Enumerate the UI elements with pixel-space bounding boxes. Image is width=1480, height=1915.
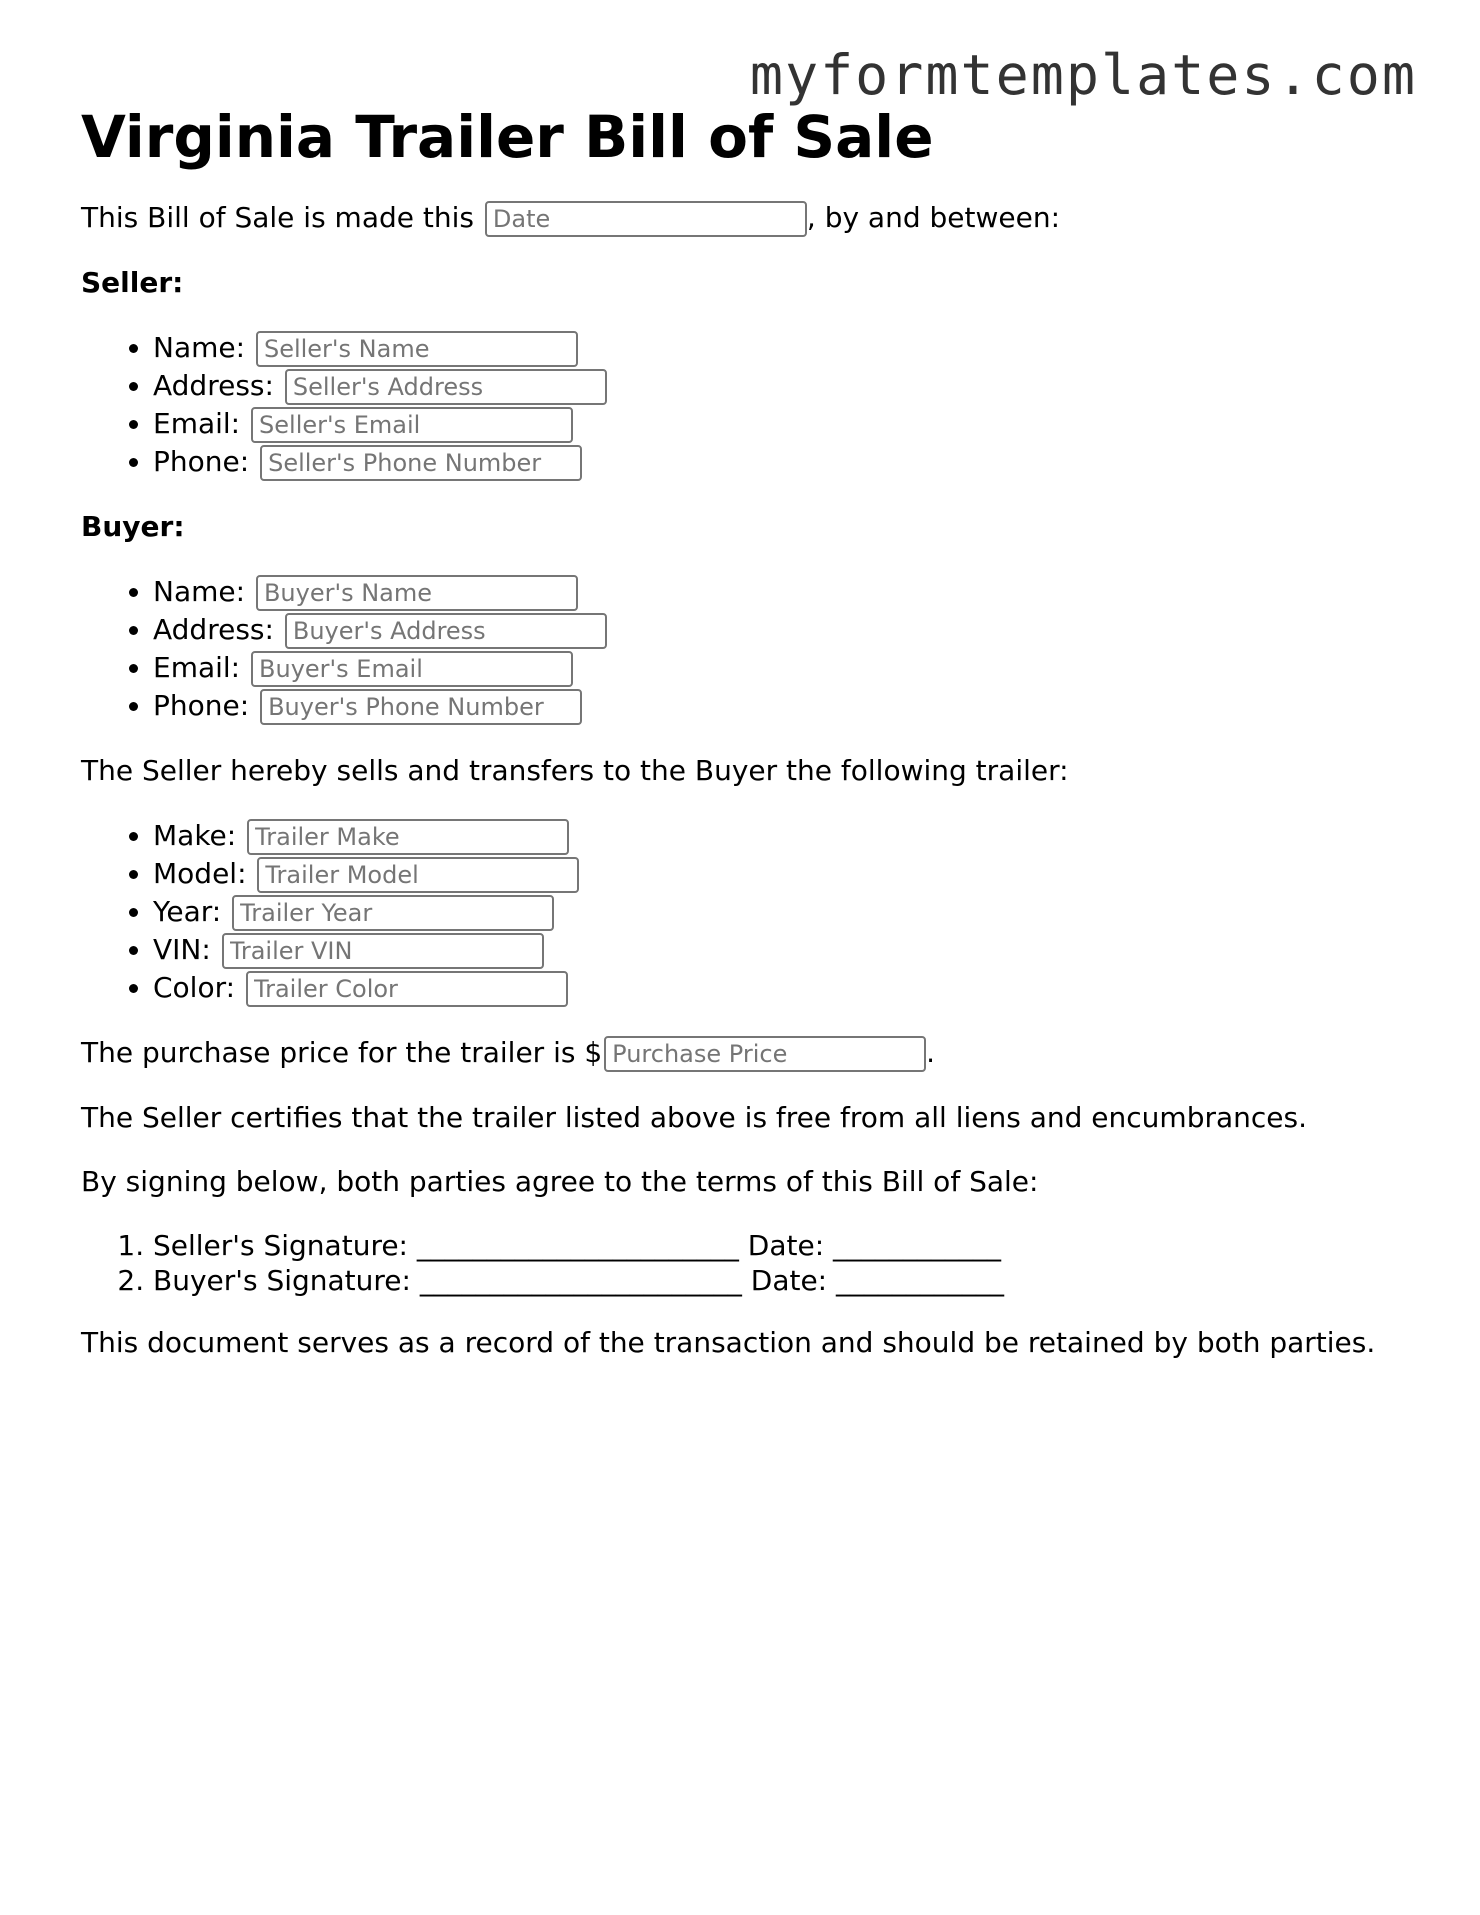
seller-address-input[interactable]	[285, 369, 607, 405]
seller-phone-label: Phone:	[153, 445, 250, 478]
buyer-name-item	[153, 573, 1401, 611]
seller-email-item	[153, 405, 1401, 443]
trailer-year-label: Year:	[153, 895, 222, 928]
trailer-color-item	[153, 969, 1401, 1007]
signature-list	[81, 1228, 1401, 1298]
buyer-address-input[interactable]	[285, 613, 607, 649]
trailer-make-item	[153, 817, 1401, 855]
seller-name-label: Name:	[153, 331, 246, 364]
buyer-address-label: Address:	[153, 613, 274, 646]
seller-address-label: Address:	[153, 369, 274, 402]
trailer-vin-item	[153, 931, 1401, 969]
trailer-model-label: Model:	[153, 857, 247, 890]
trailer-vin-label: VIN:	[153, 933, 211, 966]
buyer-signature-line: 2. Buyer's Signature: _______________________ Date: ____________	[153, 1263, 1401, 1298]
agree-paragraph: By signing below, both parties agree to the terms of this Bill of Sale:	[81, 1165, 1039, 1198]
price-text-before: The purchase price for the trailer is $	[81, 1036, 603, 1069]
seller-phone-item	[153, 443, 1401, 481]
trailer-make-input[interactable]	[247, 819, 569, 855]
trailer-model-item	[153, 855, 1401, 893]
price-paragraph	[81, 1035, 1401, 1072]
buyer-heading: Buyer:	[81, 510, 185, 543]
seller-name-item	[153, 329, 1401, 367]
seller-heading: Seller:	[81, 266, 184, 299]
seller-signature-line: 1. Seller's Signature: _______________________ Date: ____________	[153, 1228, 1401, 1263]
seller-address-item	[153, 367, 1401, 405]
buyer-email-item	[153, 649, 1401, 687]
buyer-name-label: Name:	[153, 575, 246, 608]
trailer-model-input[interactable]	[257, 857, 579, 893]
trailer-color-label: Color:	[153, 971, 236, 1004]
trailer-make-label: Make:	[153, 819, 237, 852]
buyer-fields-list	[81, 573, 1401, 725]
purchase-price-input[interactable]	[604, 1036, 926, 1072]
buyer-phone-item	[153, 687, 1401, 725]
trailer-vin-input[interactable]	[222, 933, 544, 969]
price-text-after: .	[926, 1036, 936, 1069]
document-body	[81, 102, 1401, 1388]
trailer-color-input[interactable]	[246, 971, 568, 1007]
buyer-name-input[interactable]	[256, 575, 578, 611]
seller-name-input[interactable]	[256, 331, 578, 367]
seller-email-input[interactable]	[251, 407, 573, 443]
intro-text-after: , by and between:	[806, 201, 1061, 234]
intro-paragraph	[81, 200, 1401, 237]
buyer-address-item	[153, 611, 1401, 649]
buyer-phone-label: Phone:	[153, 689, 250, 722]
buyer-email-label: Email:	[153, 651, 241, 684]
trailer-fields-list	[81, 817, 1401, 1007]
watermark: myformtemplates.com	[749, 43, 1417, 107]
closing-paragraph: This document serves as a record of the transaction and should be retained by both parties.	[81, 1326, 1376, 1359]
buyer-phone-input[interactable]	[260, 689, 582, 725]
trailer-year-item	[153, 893, 1401, 931]
page-title: Virginia Trailer Bill of Sale	[81, 103, 934, 171]
buyer-email-input[interactable]	[251, 651, 573, 687]
seller-fields-list	[81, 329, 1401, 481]
trailer-year-input[interactable]	[232, 895, 554, 931]
intro-text-before: This Bill of Sale is made this	[81, 201, 483, 234]
seller-phone-input[interactable]	[260, 445, 582, 481]
certify-paragraph: The Seller certifies that the trailer listed above is free from all liens and encumbrances.	[81, 1101, 1307, 1134]
seller-email-label: Email:	[153, 407, 241, 440]
transfer-paragraph: The Seller hereby sells and transfers to the Buyer the following trailer:	[81, 754, 1069, 787]
date-input[interactable]	[485, 201, 807, 237]
